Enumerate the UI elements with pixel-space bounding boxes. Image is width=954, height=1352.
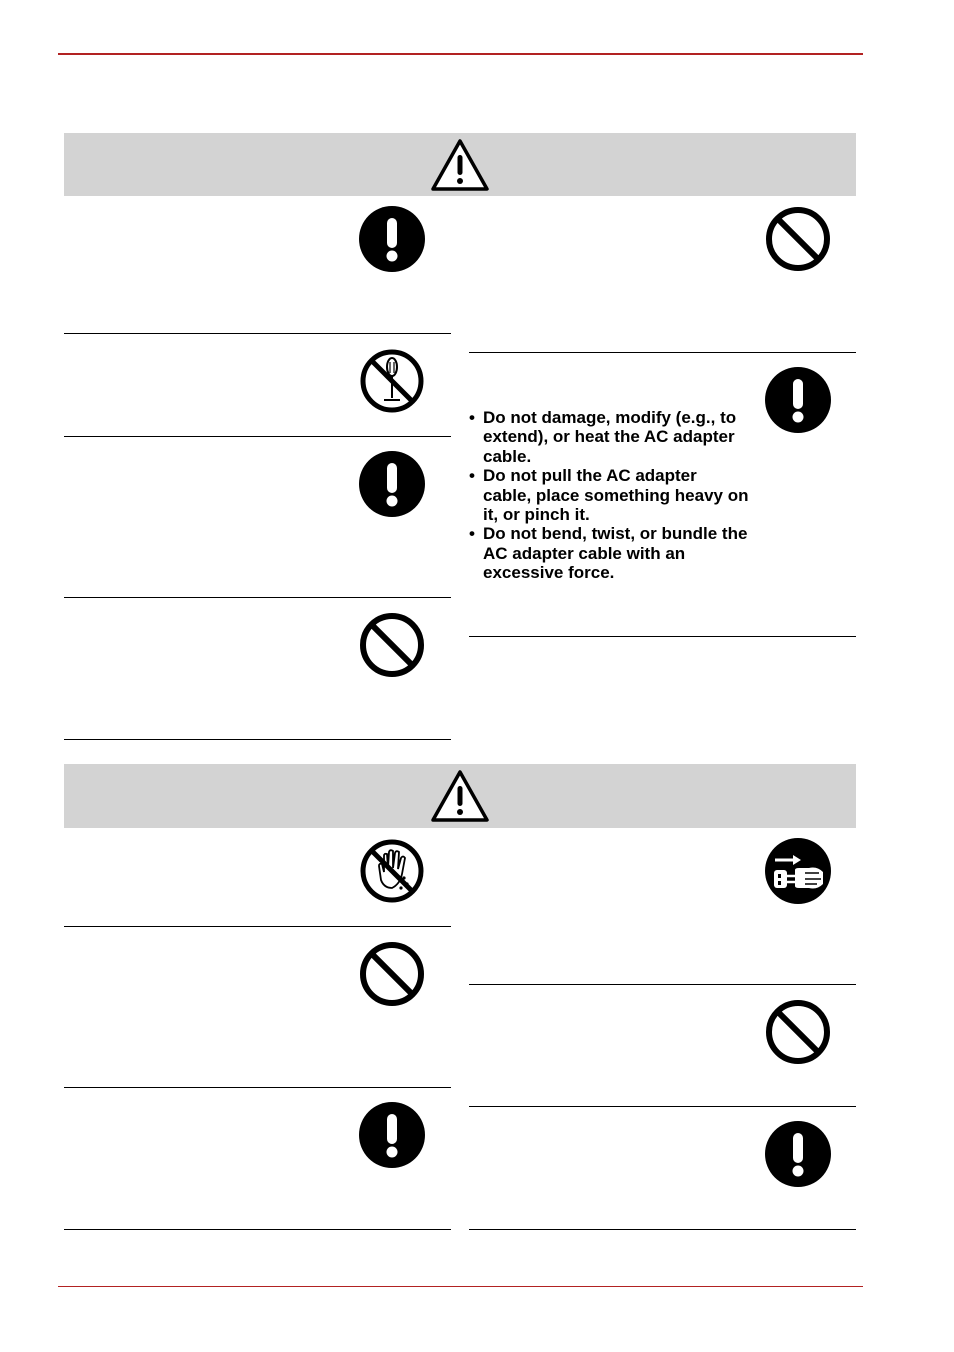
prohibition-icon (359, 941, 425, 1007)
caution-section-header (64, 764, 856, 828)
prohibition-icon (765, 206, 831, 272)
unplug-power-icon (765, 838, 831, 904)
separator (64, 926, 451, 927)
separator (64, 1087, 451, 1088)
bullet-item: • Do not bend, twist, or bundle the AC adapter cable with an excessive force. (469, 524, 749, 582)
separator (64, 597, 451, 598)
separator (64, 333, 451, 334)
warning-section-header (64, 133, 856, 196)
footer-rule (58, 1286, 863, 1287)
no-wet-hands-icon (359, 838, 425, 904)
prohibition-icon (359, 612, 425, 678)
ac-adapter-cable-bullets (469, 408, 749, 583)
warning-triangle-icon (430, 769, 490, 823)
mandatory-action-icon (359, 206, 425, 272)
bullet-item: • Do not damage, modify (e.g., to extend), or heat the AC adapter cable. (469, 408, 749, 466)
bullet-item: • Do not pull the AC adapter cable, place something heavy on it, or pinch it. (469, 466, 749, 524)
mandatory-action-icon (359, 1102, 425, 1168)
prohibition-icon (765, 999, 831, 1065)
separator (469, 984, 856, 985)
mandatory-action-icon (765, 367, 831, 433)
separator (469, 1229, 856, 1230)
mandatory-action-icon (359, 451, 425, 517)
separator (64, 739, 451, 740)
separator (64, 1229, 451, 1230)
separator (469, 1106, 856, 1107)
do-not-disassemble-icon (359, 348, 425, 414)
header-rule (58, 53, 863, 55)
separator (64, 436, 451, 437)
mandatory-action-icon (765, 1121, 831, 1187)
separator (469, 352, 856, 353)
warning-triangle-icon (430, 138, 490, 192)
separator (469, 636, 856, 637)
